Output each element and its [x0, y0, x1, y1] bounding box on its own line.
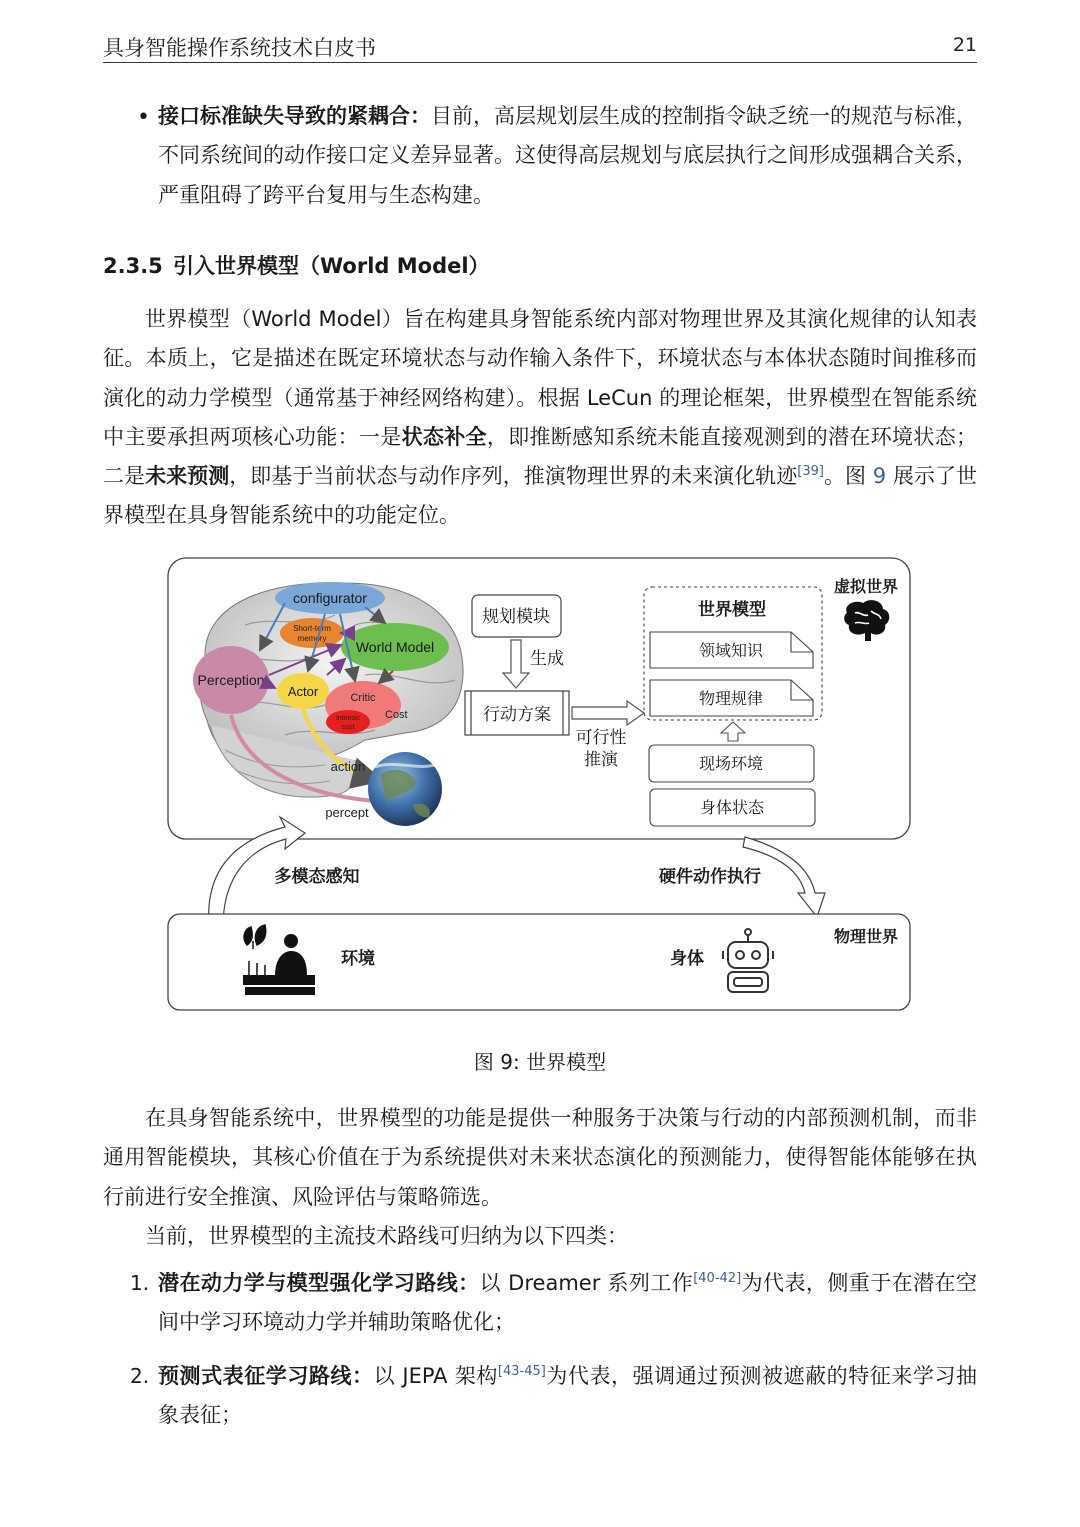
hardware-exec-label: 硬件动作执行: [659, 867, 761, 886]
feasibility-label-2: 推演: [584, 750, 618, 769]
citation-40-42[interactable]: [40-42]: [693, 1271, 742, 1286]
figure-caption: 图 9: 世界模型: [473, 1050, 607, 1074]
generate-label: 生成: [530, 649, 564, 668]
para1-bold-1: 状态补全: [401, 424, 487, 449]
bullet-body: 目前，高层规划层生成的控制指令缺乏统一的规范与标准，不同系统间的动作接口定义差异显著。这使得高层规划与底层执行之间形成强耦合关系，严重阻碍了跨平台复用与生态构建。: [158, 104, 977, 207]
list-text-2: [158, 1357, 977, 1436]
short-term-memory-node: [280, 618, 344, 648]
percept-label: percept: [325, 805, 369, 820]
list-bold-2: 预测式表征学习路线：: [158, 1364, 374, 1388]
citation-43-45[interactable]: [43-45]: [497, 1364, 546, 1379]
list-text-1b: 为代表，侧重于在潜在空间中学习环境动力学并辅助策略优化；: [158, 1271, 977, 1335]
para1-text-d: ，即基于当前状态与动作序列，推演物理世界的未来演化轨迹: [229, 464, 798, 489]
actor-label: Actor: [287, 684, 319, 699]
list-text-1a: 以 Dreamer 系列工作: [479, 1271, 694, 1295]
list-bold-1: 潜在动力学与模型强化学习路线：: [158, 1271, 480, 1295]
citation-39[interactable]: [39]: [797, 464, 824, 480]
bullet-item: [103, 97, 977, 215]
action-label: action: [330, 759, 366, 774]
scene-env-label: 现场环境: [698, 756, 764, 773]
configurator-label: configurator: [293, 590, 367, 606]
feasibility-label-1: 可行性: [575, 728, 627, 747]
page-number: 21: [952, 34, 977, 56]
para1-text-c: ，即推断感知系统未能直接观测到的潜在环境状态；二是: [103, 424, 978, 489]
world-model-figure: [165, 555, 915, 1015]
body-label: 身体: [670, 949, 704, 968]
cost-small-label: cost: [341, 724, 355, 731]
list-number-1: 1.: [130, 1271, 150, 1295]
para1-bold-2: 未来预测: [145, 464, 230, 489]
section-title: 引入世界模型（World Model）: [173, 254, 490, 278]
cost-label: Cost: [385, 709, 408, 721]
paragraph-1: [103, 300, 977, 536]
physical-world-label: 物理世界: [833, 929, 899, 946]
list-item-1: [103, 1264, 977, 1343]
figure-ref-9[interactable]: 9: [872, 464, 887, 489]
bullet-dot-icon: •: [137, 105, 150, 130]
paragraph-2: 在具身智能系统中，世界模型的功能是提供一种服务于决策与行动的内部预测机制，而非通用智能模块，其核心价值在于为系统提供对未来状态演化的预测能力，使得智能体能够在执行前进行安全推演、风险评估与策略筛选。: [103, 1106, 977, 1209]
list-text-1: [158, 1264, 977, 1343]
multimodal-label: 多模态感知: [274, 867, 360, 886]
running-header-title: 具身智能操作系统技术白皮书: [103, 36, 376, 60]
memory-label: memory: [297, 634, 327, 643]
world-model-label: World Model: [355, 639, 435, 655]
world-model-group-title: 世界模型: [698, 600, 766, 619]
list-text-2a: 以 JEPA 架构: [373, 1364, 498, 1388]
para1-text-e: 。图: [823, 464, 873, 489]
physics-laws-label: 物理规律: [698, 691, 764, 708]
paragraph-3: 当前，世界模型的主流技术路线可归纳为以下四类：: [145, 1224, 628, 1248]
intrinsic-label: Intrinsic: [335, 715, 361, 722]
virtual-world-label: 虚拟世界: [833, 579, 899, 596]
domain-knowledge-label: 领域知识: [698, 643, 764, 660]
para1-text-a: 世界模型（World Model）旨在构建具身智能系统内部对物理世界及其演化规律的认知表征。本质上，它是描述在既定环境状态与动作输入条件下，环境状态与本体状态随时间推移而演化的动力学模型（通常基于神经网络构建）。根据 LeCun 的理论框架，世界模型在智能系统中主要承担两项核心功能：一是: [103, 307, 977, 449]
section-heading: [103, 250, 490, 280]
section-number: 2.3.5: [103, 254, 163, 278]
perception-label: Perception: [197, 672, 265, 688]
list-number-2: 2.: [130, 1364, 150, 1388]
short-term-memory-label: Short-term: [293, 624, 331, 633]
header-rule: [103, 62, 977, 63]
body-state-label: 身体状态: [699, 800, 765, 817]
list-text-2b: 为代表，强调通过预测被遮蔽的特征来学习抽象表征；: [158, 1364, 977, 1428]
bullet-text: [158, 97, 977, 215]
planning-module-label: 规划模块: [482, 607, 550, 626]
bullet-bold: 接口标准缺失导致的紧耦合：: [158, 104, 431, 128]
environment-label: 环境: [341, 949, 375, 968]
action-plan-label: 行动方案: [483, 705, 551, 724]
list-item-2: [103, 1357, 977, 1436]
critic-label: Critic: [350, 692, 376, 704]
para1-text-f: 展示了世界模型在具身智能系统中的功能定位。: [103, 464, 977, 528]
